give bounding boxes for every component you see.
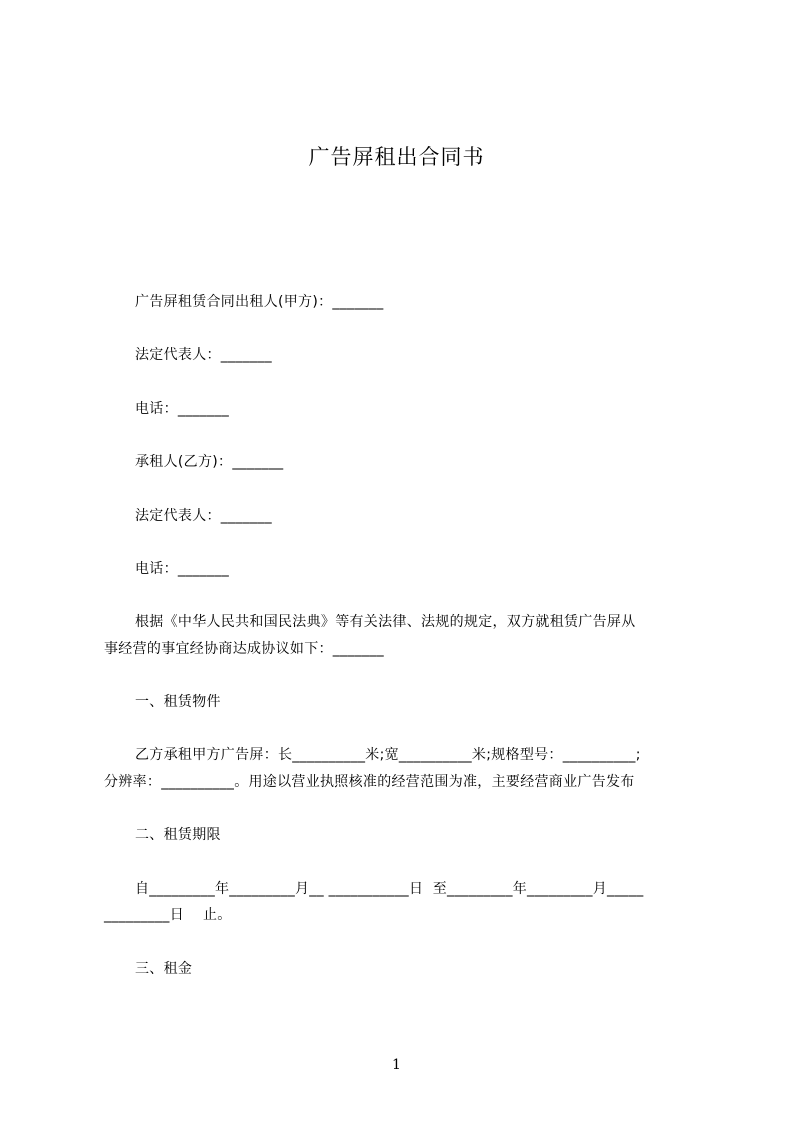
intro-paragraph-line-2: 事经营的事宜经协商达成协议如下：_______ bbox=[104, 641, 384, 657]
lessor-field: 广告屏租赁合同出租人(甲方)：_______ bbox=[135, 294, 384, 310]
lessee-phone-field: 电话：_______ bbox=[135, 561, 229, 577]
section-2-line-2: _________日 止。 bbox=[104, 907, 232, 923]
section-2-line-1: 自_________年_________月__ ___________日 至_________年_________月_____ bbox=[135, 881, 644, 897]
page-number: 1 bbox=[392, 1057, 401, 1073]
section-1-line-1: 乙方承租甲方广告屏：长__________米;宽__________米;规格型号：__________; bbox=[135, 747, 641, 763]
intro-paragraph-line-1: 根据《中华人民共和国民法典》等有关法律、法规的规定，双方就租赁广告屏从 bbox=[135, 614, 636, 630]
document-title: 广告屏租出合同书 bbox=[308, 145, 485, 169]
lessor-phone-field: 电话：_______ bbox=[135, 401, 229, 417]
section-1-line-2: 分辨率：__________。用途以营业执照核准的经营范围为准，主要经营商业广告发布 bbox=[104, 774, 635, 790]
section-3-heading: 三、租金 bbox=[135, 961, 193, 977]
section-2-heading: 二、租赁期限 bbox=[135, 827, 221, 843]
lessee-field: 承租人(乙方)：_______ bbox=[135, 454, 284, 470]
lessee-representative-field: 法定代表人：_______ bbox=[135, 508, 272, 524]
section-1-heading: 一、租赁物件 bbox=[135, 694, 221, 710]
lessor-representative-field: 法定代表人：_______ bbox=[135, 347, 272, 363]
